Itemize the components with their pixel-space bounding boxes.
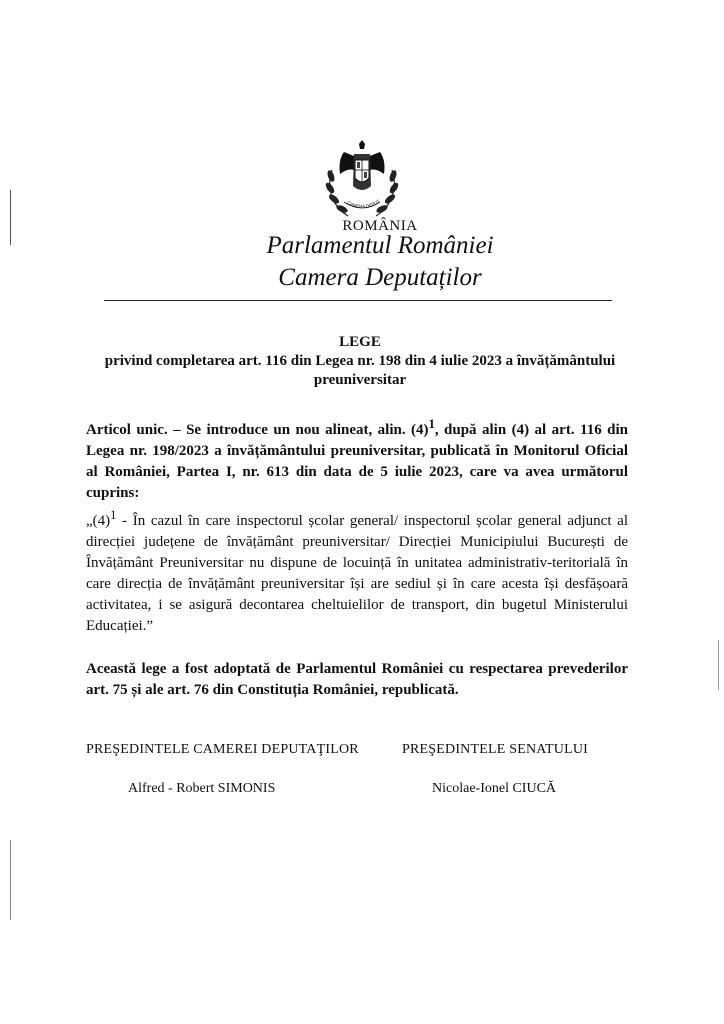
coat-of-arms-icon [318, 130, 406, 226]
law-title-block [96, 333, 624, 390]
law-subtitle-line2: preuniversitar [313, 372, 407, 388]
law-type: LEGE [339, 334, 381, 350]
law-subtitle-line1: privind completarea art. 116 din Legea nr. 198 din 4 iulie 2023 a învățământului [104, 353, 616, 369]
scan-mark-left-top [10, 190, 11, 245]
signature-title-right: PREŞEDINTELE SENATULUI [402, 742, 588, 757]
quote-text: - În cazul în care inspectorul școlar general/ inspectorul școlar general adjunct al direcției județene de învățământ preuniversitar/ Direcției Municipiului București de Învățământ Preuniversitar nu dispune de locuință în unitatea administrativ-teritorială în care direcția de învățământ preuniversitar își are sediul și în care acesta își desfășoară activitatea, i se asigură decontarea cheltuielilor de transport, din bugetul Ministerului Educației.” [86, 513, 628, 634]
header-divider [104, 300, 612, 301]
signature-title-left: PREŞEDINTELE CAMEREI DEPUTAŢILOR [86, 742, 359, 757]
quote-lead-superscript: 1 [110, 508, 117, 522]
scan-mark-left-bottom [10, 840, 11, 920]
scan-mark-right [718, 640, 719, 690]
article-lead: Articol unic. – Se introduce un nou alineat, alin. (4) [86, 422, 429, 438]
article-lead-superscript: 1 [428, 417, 435, 431]
signature-name-right: Nicolae-Ionel CIUCĂ [432, 781, 557, 796]
crest-inscription: CAMERA DEPUT [346, 198, 381, 210]
quoted-paragraph [86, 505, 628, 637]
parliament-title: Parlamentul României [266, 232, 494, 259]
article-paragraph [86, 414, 628, 504]
quote-lead: „(4) [86, 513, 111, 529]
adoption-paragraph: Această lege a fost adoptată de Parlamentul României cu respectarea prevederilor art. 75 și ale art. 76 din Constituția României, republicată. [86, 661, 628, 698]
country-name: ROMÂNIA [342, 218, 418, 234]
article-text: , după alin (4) al art. 116 din Legea nr. 198/2023 a învățământului preuniversitar, publicată în Monitorul Oficial al României, Partea I, nr. 613 din data de 5 iulie 2023, care va avea următorul cuprins: [86, 422, 629, 501]
chamber-title: Camera Deputaților [278, 264, 482, 291]
signature-name-left: Alfred - Robert SIMONIS [128, 781, 276, 796]
